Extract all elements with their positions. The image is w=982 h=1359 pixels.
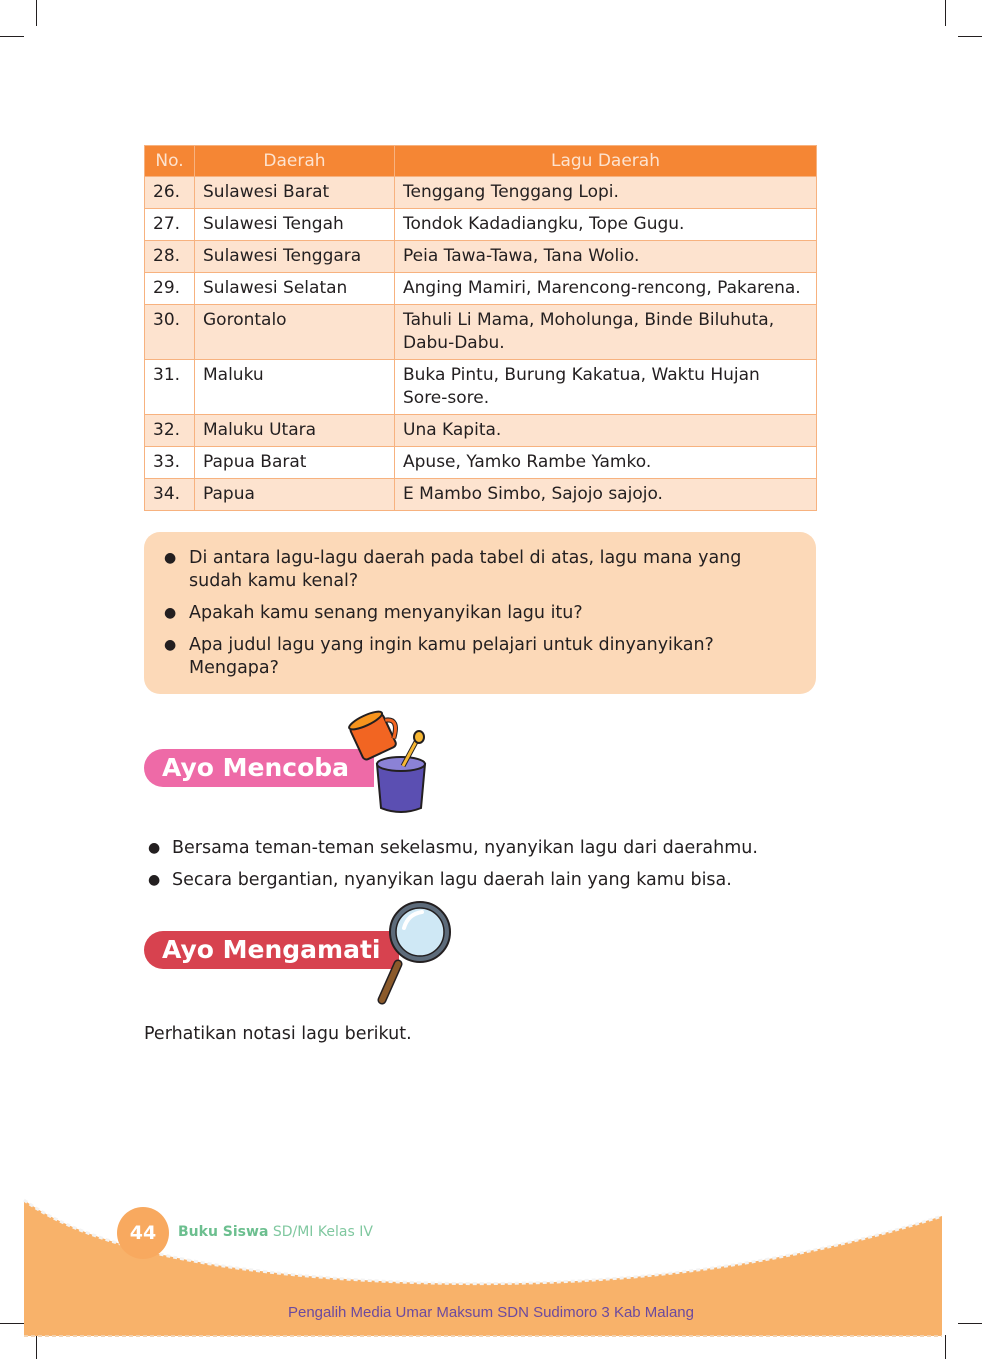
cell-no: 32. [145, 415, 195, 447]
question-item [164, 547, 796, 593]
cell-no: 33. [145, 447, 195, 479]
cell-songs: Una Kapita. [395, 415, 817, 447]
cell-songs: Tahuli Li Mama, Moholunga, Binde Biluhuta, Dabu-Dabu. [395, 305, 817, 360]
book-title-bold: Buku Siswa [178, 1224, 269, 1240]
credit-line: Pengalih Media Umar Maksum SDN Sudimoro 3 Kab Malang [287, 1304, 694, 1321]
table-row [145, 241, 817, 273]
bullet-icon: ● [148, 872, 161, 888]
header-daerah: Daerah [195, 146, 395, 177]
cell-songs: Tondok Kadadiangku, Tope Gugu. [395, 209, 817, 241]
cell-songs: Tenggang Tenggang Lopi. [395, 177, 817, 209]
question-box [144, 532, 816, 694]
cell-songs: Apuse, Yamko Rambe Yamko. [395, 447, 817, 479]
crop-mark [958, 36, 982, 37]
page-number: 44 [117, 1207, 169, 1259]
table-row [145, 273, 817, 305]
question-item [164, 634, 796, 680]
bullet-icon: ● [148, 840, 161, 856]
ayo-mengamati-banner: Ayo Mengamati [144, 931, 399, 969]
cell-region: Maluku Utara [195, 415, 395, 447]
cell-no: 34. [145, 479, 195, 511]
list-item [148, 869, 828, 892]
book-title-rest: SD/MI Kelas IV [272, 1224, 373, 1240]
ayo-mencoba-list [148, 837, 828, 901]
cell-no: 27. [145, 209, 195, 241]
cell-region: Sulawesi Barat [195, 177, 395, 209]
intro-text: Perhatikan notasi lagu berikut. [144, 1024, 412, 1044]
ayo-mencoba-banner: Ayo Mencoba [144, 749, 374, 787]
cell-region: Sulawesi Selatan [195, 273, 395, 305]
question-text: Di antara lagu-lagu daerah pada tabel di atas, lagu mana yang sudah kamu kenal? [189, 548, 742, 591]
table-row [145, 209, 817, 241]
header-no: No. [145, 146, 195, 177]
book-title [178, 1224, 373, 1240]
header-lagu-daerah: Lagu Daerah [395, 146, 817, 177]
regional-songs-table [144, 145, 817, 511]
cell-region: Sulawesi Tengah [195, 209, 395, 241]
list-item-text: Bersama teman-teman sekelasmu, nyanyikan lagu dari daerahmu. [172, 838, 758, 858]
question-text: Apakah kamu senang menyanyikan lagu itu? [189, 603, 583, 623]
cell-no: 28. [145, 241, 195, 273]
cell-songs: E Mambo Simbo, Sajojo sajojo. [395, 479, 817, 511]
crop-mark [945, 0, 946, 26]
cup-and-glass-icon [345, 706, 435, 818]
list-item-text: Secara bergantian, nyanyikan lagu daerah lain yang kamu bisa. [172, 870, 732, 890]
cell-region: Maluku [195, 360, 395, 415]
cell-no: 29. [145, 273, 195, 305]
cell-songs: Anging Mamiri, Marencong-rencong, Pakarena. [395, 273, 817, 305]
table-row [145, 447, 817, 479]
bullet-icon: ● [164, 605, 177, 621]
crop-mark [36, 0, 37, 26]
cell-songs: Peia Tawa-Tawa, Tana Wolio. [395, 241, 817, 273]
crop-mark [0, 36, 24, 37]
magnifying-glass-icon [374, 898, 456, 1006]
table-row [145, 479, 817, 511]
cell-no: 26. [145, 177, 195, 209]
table-header-row [145, 146, 817, 177]
question-text: Apa judul lagu yang ingin kamu pelajari untuk dinyanyikan? Mengapa? [189, 635, 714, 678]
question-item [164, 602, 796, 625]
table-row [145, 360, 817, 415]
list-item [148, 837, 828, 860]
cell-region: Gorontalo [195, 305, 395, 360]
table-row [145, 177, 817, 209]
bullet-icon: ● [164, 637, 177, 653]
cell-no: 30. [145, 305, 195, 360]
cell-region: Sulawesi Tenggara [195, 241, 395, 273]
cell-songs: Buka Pintu, Burung Kakatua, Waktu Hujan Sore-sore. [395, 360, 817, 415]
cell-region: Papua [195, 479, 395, 511]
table-row [145, 305, 817, 360]
cell-region: Papua Barat [195, 447, 395, 479]
bullet-icon: ● [164, 550, 177, 566]
cell-no: 31. [145, 360, 195, 415]
table-row [145, 415, 817, 447]
